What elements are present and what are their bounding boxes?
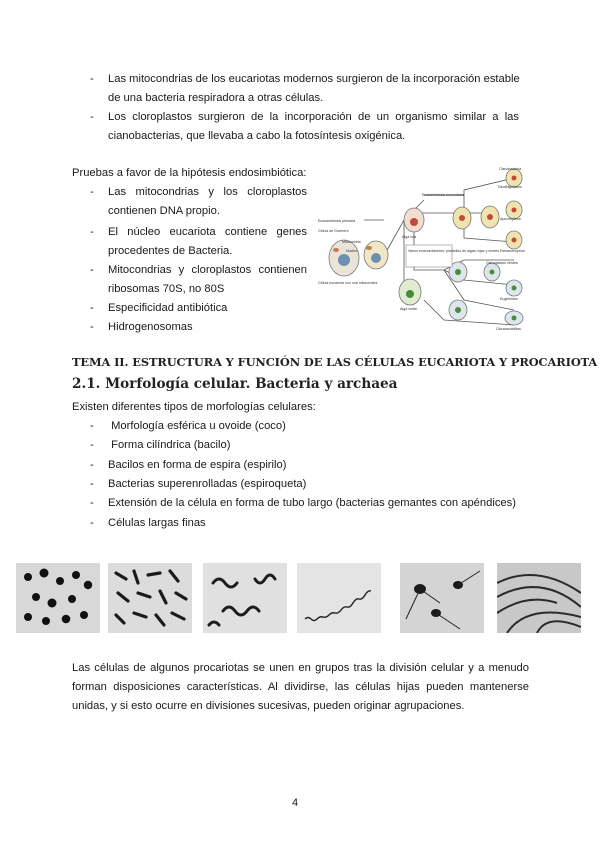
micrograph-largas [497,563,581,633]
svg-text:Célula eucariota con una mitoc: Célula eucariota con una mitocondria [318,281,378,285]
morph-item-espirilo: - Bacilos en forma de espira (espirilo) [90,459,287,471]
endosymbiosis-figure [314,160,528,343]
micrograph-coco [16,563,100,633]
micrograph-gemantes [400,563,484,633]
svg-text:Endosimbiosis primaria: Endosimbiosis primaria [318,219,356,223]
evidence-item-ribosomas: - Mitocondrias y cloroplastos contienen ribosomas 70S, no 80S [90,264,307,295]
endosymbiosis-diagram [314,160,528,343]
morph-item-coco: - Morfología esférica u ovoide (coco) [90,420,286,432]
cell-alga-verde [399,279,421,305]
page-number: 4 [292,797,299,809]
svg-text:Cloroplastos verdes: Cloroplastos verdes [486,261,518,265]
svg-text:Cloraracniófitas: Cloraracniófitas [496,327,521,331]
morph-item-espiroqueta: - Bacterias superenrolladas (espiroqueta) [90,478,307,490]
micrograph-espirilo [203,563,287,633]
morph-item-largas: - Células largas finas [90,517,206,529]
svg-text:Estramenópilos: Estramenópilos [500,249,525,253]
bullet-cloroplastos: - Los cloroplastos surgieron de la incorporación de un organismo similar a las cianobacterias, que llevaba a cabo la fotosíntesis oxigénica. [90,111,519,142]
evidence-item-hidrogenosomas: - Hidrogenosomas [90,321,193,333]
morphology-intro: Existen diferentes tipos de morfologías celulares: [72,401,316,413]
svg-text:Euglénidos: Euglénidos [500,297,518,301]
svg-text:Dinoflagelados: Dinoflagelados [498,185,522,189]
micrograph-espiroqueta [297,563,381,633]
evidence-item-nucleo: - El núcleo eucariota contiene genes procedentes de Bacteria. [90,226,307,257]
morph-item-bacilo: - Forma cilíndrica (bacilo) [90,439,231,451]
morph-item-gemantes: - Extensión de la célula en forma de tubo largo (bacterias gemantes con apéndices) [90,497,516,509]
cell-ancestral [329,240,359,276]
evidence-item-antibiotica: - Especificidad antibiótica [90,302,228,314]
heading-section: 2.1. Morfología celular. Bacteria y archaea [72,376,398,392]
svg-text:Célula de Guerrero: Célula de Guerrero [318,229,349,233]
svg-text:Alga verde: Alga verde [400,307,418,311]
cell-alga-roja [404,208,424,232]
evidence-item-dna: - Las mitocondrias y los cloroplastos contienen DNA propio. [90,186,307,217]
svg-text:Varios endosimbiontes: plastid: Varios endosimbiontes: plastidios de algas rojas y verdes [408,249,500,253]
closing-paragraph: Las células de algunos procariotas se unen en grupos tras la división celular y a menudo forman disposiciones características. Al dividirse, las células hijas pueden mantenerse unidas, y si esto ocurre en divisiones sucesivas, pueden originar agrupaciones. [72,662,529,712]
svg-text:Cianobacteria: Cianobacteria [499,167,522,171]
svg-text:Endosimbiosis secundaria: Endosimbiosis secundaria [422,193,464,197]
bullet-mitocondrias: - Las mitocondrias de los eucariotas modernos surgieron de la incorporación estable de una bacteria respiradora a otras células. [90,73,520,104]
evidence-title: Pruebas a favor de la hipótesis endosimbiótica: [72,167,307,179]
micrograph-bacilo [108,563,192,633]
svg-text:Apicomplexa: Apicomplexa [500,217,521,221]
svg-text:Alga roja: Alga roja [402,235,417,239]
cell-with-mito [364,241,388,269]
heading-tema: TEMA II. ESTRUCTURA Y FUNCIÓN DE LAS CÉLULAS EUCARIOTA Y PROCARIOTA [72,355,598,369]
svg-text:Mitocondria: Mitocondria [342,240,361,244]
svg-text:Núcleo: Núcleo [346,249,358,253]
